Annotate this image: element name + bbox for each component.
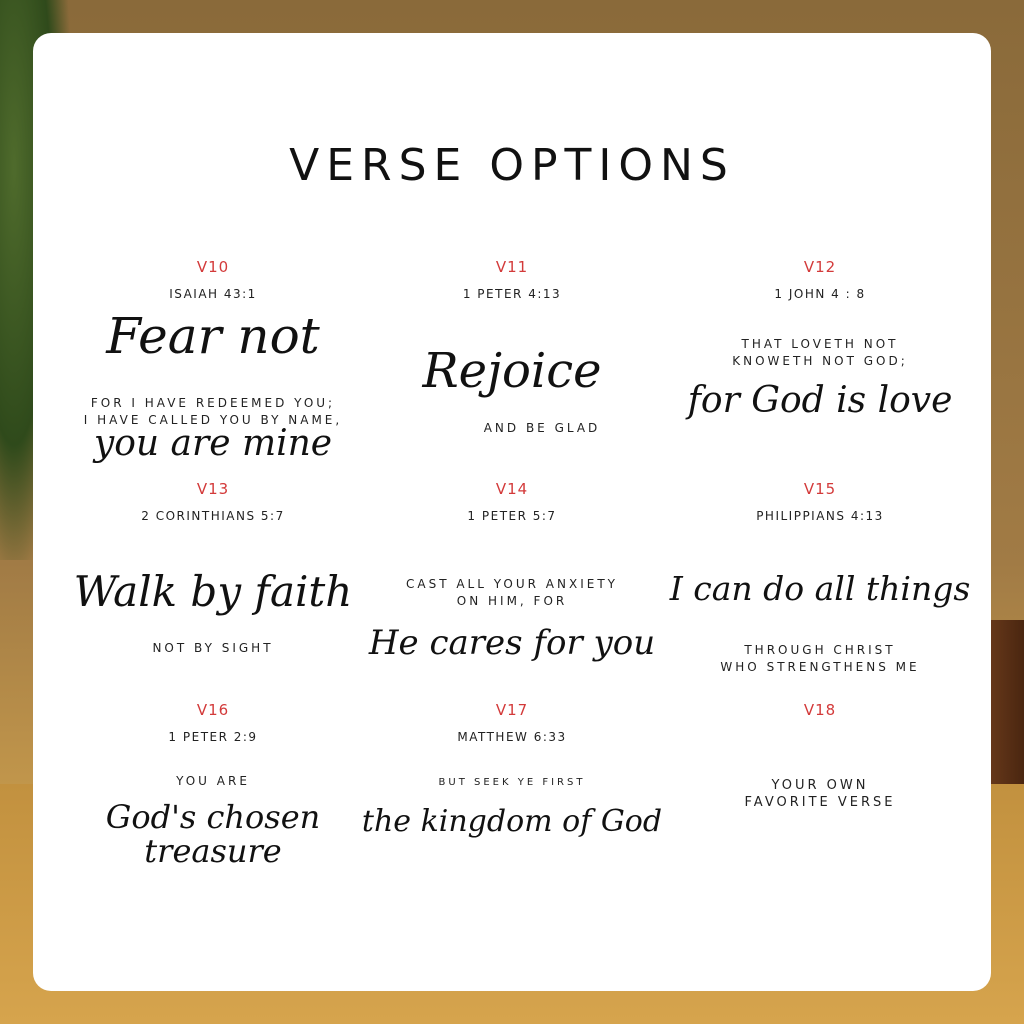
verse-small-text: FOR I HAVE REDEEMED YOU; I HAVE CALLED YOU BY NAME, [83, 396, 343, 427]
verse-code: V12 [803, 258, 837, 276]
verse-code: V13 [196, 480, 230, 498]
verse-script-line: Fear not [106, 307, 320, 365]
verse-option-v11[interactable] [357, 258, 667, 458]
verse-code: V18 [803, 701, 837, 719]
verse-code: V16 [196, 701, 230, 719]
verse-small-text: THAT LOVETH NOT KNOWETH NOT GOD; [732, 337, 908, 368]
verse-option-v16[interactable] [58, 701, 368, 901]
verse-script-line: the kingdom of God [361, 804, 663, 839]
verse-small-text: THROUGH CHRIST WHO STRENGTHENS ME [720, 643, 920, 674]
verse-script-line: for God is love [687, 380, 953, 421]
verse-reference: MATTHEW 6:33 [457, 730, 567, 744]
verse-code: V15 [803, 480, 837, 498]
verse-code: V17 [495, 701, 529, 719]
verse-small-text: CAST ALL YOUR ANXIETY ON HIM, FOR [406, 577, 618, 608]
verse-option-v14[interactable] [357, 480, 667, 680]
verse-reference: 2 CORINTHIANS 5:7 [141, 509, 285, 523]
verse-reference: 1 PETER 2:9 [168, 730, 258, 744]
verse-option-v18[interactable] [665, 701, 975, 901]
verse-small-text: YOUR OWN FAVORITE VERSE [744, 778, 896, 810]
verse-small-text: YOU ARE [176, 774, 250, 788]
verse-reference: PHILIPPIANS 4:13 [756, 509, 884, 523]
verse-option-v13[interactable] [58, 480, 368, 680]
verse-code: V11 [495, 258, 529, 276]
verse-option-v15[interactable] [665, 480, 975, 680]
verse-script-line: Rejoice [422, 343, 602, 399]
verse-reference: 1 PETER 4:13 [462, 287, 562, 301]
verse-script-line: Walk by faith [73, 567, 353, 616]
verse-reference: 1 JOHN 4 : 8 [774, 287, 866, 301]
verse-option-v10[interactable] [58, 258, 368, 478]
page-title: VERSE OPTIONS [289, 140, 735, 191]
verse-script-line: He cares for you [368, 623, 656, 663]
verse-option-v17[interactable] [357, 701, 667, 901]
verse-code: V14 [495, 480, 529, 498]
verse-option-v12[interactable] [665, 258, 975, 458]
verse-small-text: AND BE GLAD [483, 421, 601, 435]
verse-script-line: I can do all things [669, 569, 971, 608]
verse-script-line: you are mine [93, 423, 333, 464]
verse-reference: 1 PETER 5:7 [467, 509, 557, 523]
verse-small-text: BUT SEEK YE FIRST [438, 777, 586, 788]
verse-small-text: NOT BY SIGHT [152, 641, 274, 655]
verse-script-line: God's chosen treasure [105, 798, 321, 870]
verse-reference: ISAIAH 43:1 [169, 287, 257, 301]
verse-code: V10 [196, 258, 230, 276]
